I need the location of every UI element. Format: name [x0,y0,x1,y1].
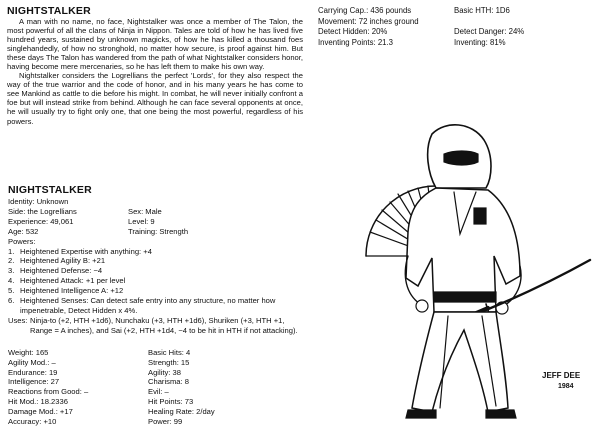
attr-reactions-good: Reactions from Good: – [8,387,89,397]
artist-year: 1984 [558,383,574,390]
stat-carrying: Carrying Cap.: 436 pounds [318,6,412,15]
attr-hit-points: Hit Points: 73 [148,396,194,406]
power-number: 3. [8,266,15,276]
side: Side: the Logrellians [8,206,77,216]
character-sheet [8,184,308,336]
top-stats [318,6,594,48]
attr-endurance: Endurance: 19 [8,367,58,377]
powers-label: Powers: [8,236,36,246]
stat-inventing-points: Inventing Points: 21.3 [318,37,393,47]
power-item [8,296,308,316]
power-number: 1. [8,246,15,256]
sheet-title: NIGHTSTALKER [8,184,92,196]
power-item [8,286,308,296]
experience: Experience: 49,061 [8,216,74,226]
powers-list [8,247,308,316]
power-text: Heightened Agility B: +21 [20,256,106,266]
bio-paragraph: Nightstalker considers the Logrellians the perfect 'Lords', for they also respect the way of the true warrior and the code of honor, and in his many years he has come to see Mankind as cattle to die before his might. In combat, he will never initially confront a foe but will instead strike from behind. Although he can face several opponents at once, he will usually try to fight only one, that one being the most powerful, regardless of his powers. [7,71,303,126]
attr-row [8,397,308,407]
artist-signature: JEFF DEE [542,371,581,380]
attr-row [8,387,308,397]
power-text: Heightened Attack: +1 per level [20,276,126,286]
level: Level: 9 [128,216,155,226]
attr-basic-hits: Basic Hits: 4 [148,348,191,357]
training: Training: Strength [128,226,189,236]
power-text: Heightened Expertise with anything: +4 [20,246,152,256]
identity: Identity: Unknown [8,197,69,206]
bio-text [7,17,303,126]
power-number: 6. [8,296,15,306]
power-item [8,247,308,257]
attr-row [8,348,308,358]
attr-evil: Evil: – [148,387,169,397]
page-title: NIGHTSTALKER [7,5,91,17]
uses-label: Uses: [8,315,28,325]
power-text: Heightened Senses: Can detect safe entry into any structure, no matter how impenetrable, Detect Hidden x 4%. [20,296,276,315]
stat-row [318,38,594,49]
ninja-mask [444,151,478,165]
stat-detect-hidden: Detect Hidden: 20% [318,27,388,37]
attr-agility-mod: Agility Mod.: – [8,357,56,367]
attr-strength: Strength: 15 [148,357,190,367]
attr-damage-mod: Damage Mod.: +17 [8,406,73,416]
stat-row [318,27,594,38]
power-item [8,256,308,266]
attr-power: Power: 99 [148,416,183,426]
stat-empty [454,17,594,28]
power-item [8,276,308,286]
sheet-row [8,207,308,217]
sheet-row [8,227,308,237]
attribute-block [8,348,308,426]
attr-row [8,377,308,387]
attr-row [8,407,308,417]
stat-basic-hth: Basic HTH: 1D6 [454,6,510,15]
ninja-legs [412,312,508,412]
attr-charisma: Charisma: 8 [148,377,189,387]
attr-intelligence: Intelligence: 27 [8,377,60,387]
bio-paragraph: A man with no name, no face, Nightstalker was once a member of The Talon, the most powerful of all the clans of Ninja in Nippon. Tales are told of how he has lived five hundred years, sustained by unknown magicks, of how he has killed a thousand foes singlehandedly, of how no stronghold, no matter how secure, is proof against him. But these days The Talon has wandered from the path of what Nightstalker considers honor, having become mere mercenaries, so he has left them to make his own way. [7,17,303,72]
stat-row [318,6,594,17]
ninja-illustration [336,116,594,444]
uses [8,316,308,336]
stat-movement: Movement: 72 inches ground [318,16,419,26]
chest-emblem [474,208,486,224]
power-text: Heightened Defense: −4 [20,266,103,276]
attr-agility: Agility: 38 [148,367,181,377]
stat-detect-danger: Detect Danger: 24% [454,27,525,37]
power-text: Heightened Intelligence A: +12 [20,286,124,296]
attr-row [8,417,308,427]
uses-text: Ninja-to (+2, HTH +1d6), Nunchaku (+3, HTH +1d6), Shuriken (+3, HTH +1, Range = A inches), and Sai (+2, HTH +1d4, −4 to be hit in HTH if not attacking). [30,315,298,335]
power-number: 2. [8,256,15,266]
power-number: 5. [8,286,15,296]
attr-healing-rate: Healing Rate: 2/day [148,406,215,416]
sex: Sex: Male [128,206,162,216]
attr-weight: Weight: 165 [8,348,49,357]
attr-hit-mod: Hit Mod.: 18.2336 [8,396,68,406]
attr-row [8,368,308,378]
power-item [8,266,308,276]
attr-accuracy: Accuracy: +10 [8,416,57,426]
stat-row [318,17,594,28]
age: Age: 532 [8,226,39,236]
power-number: 4. [8,276,15,286]
stat-inventing: Inventing: 81% [454,37,506,47]
sheet-row [8,217,308,227]
ninja-belt [434,292,496,302]
attr-row [8,358,308,368]
